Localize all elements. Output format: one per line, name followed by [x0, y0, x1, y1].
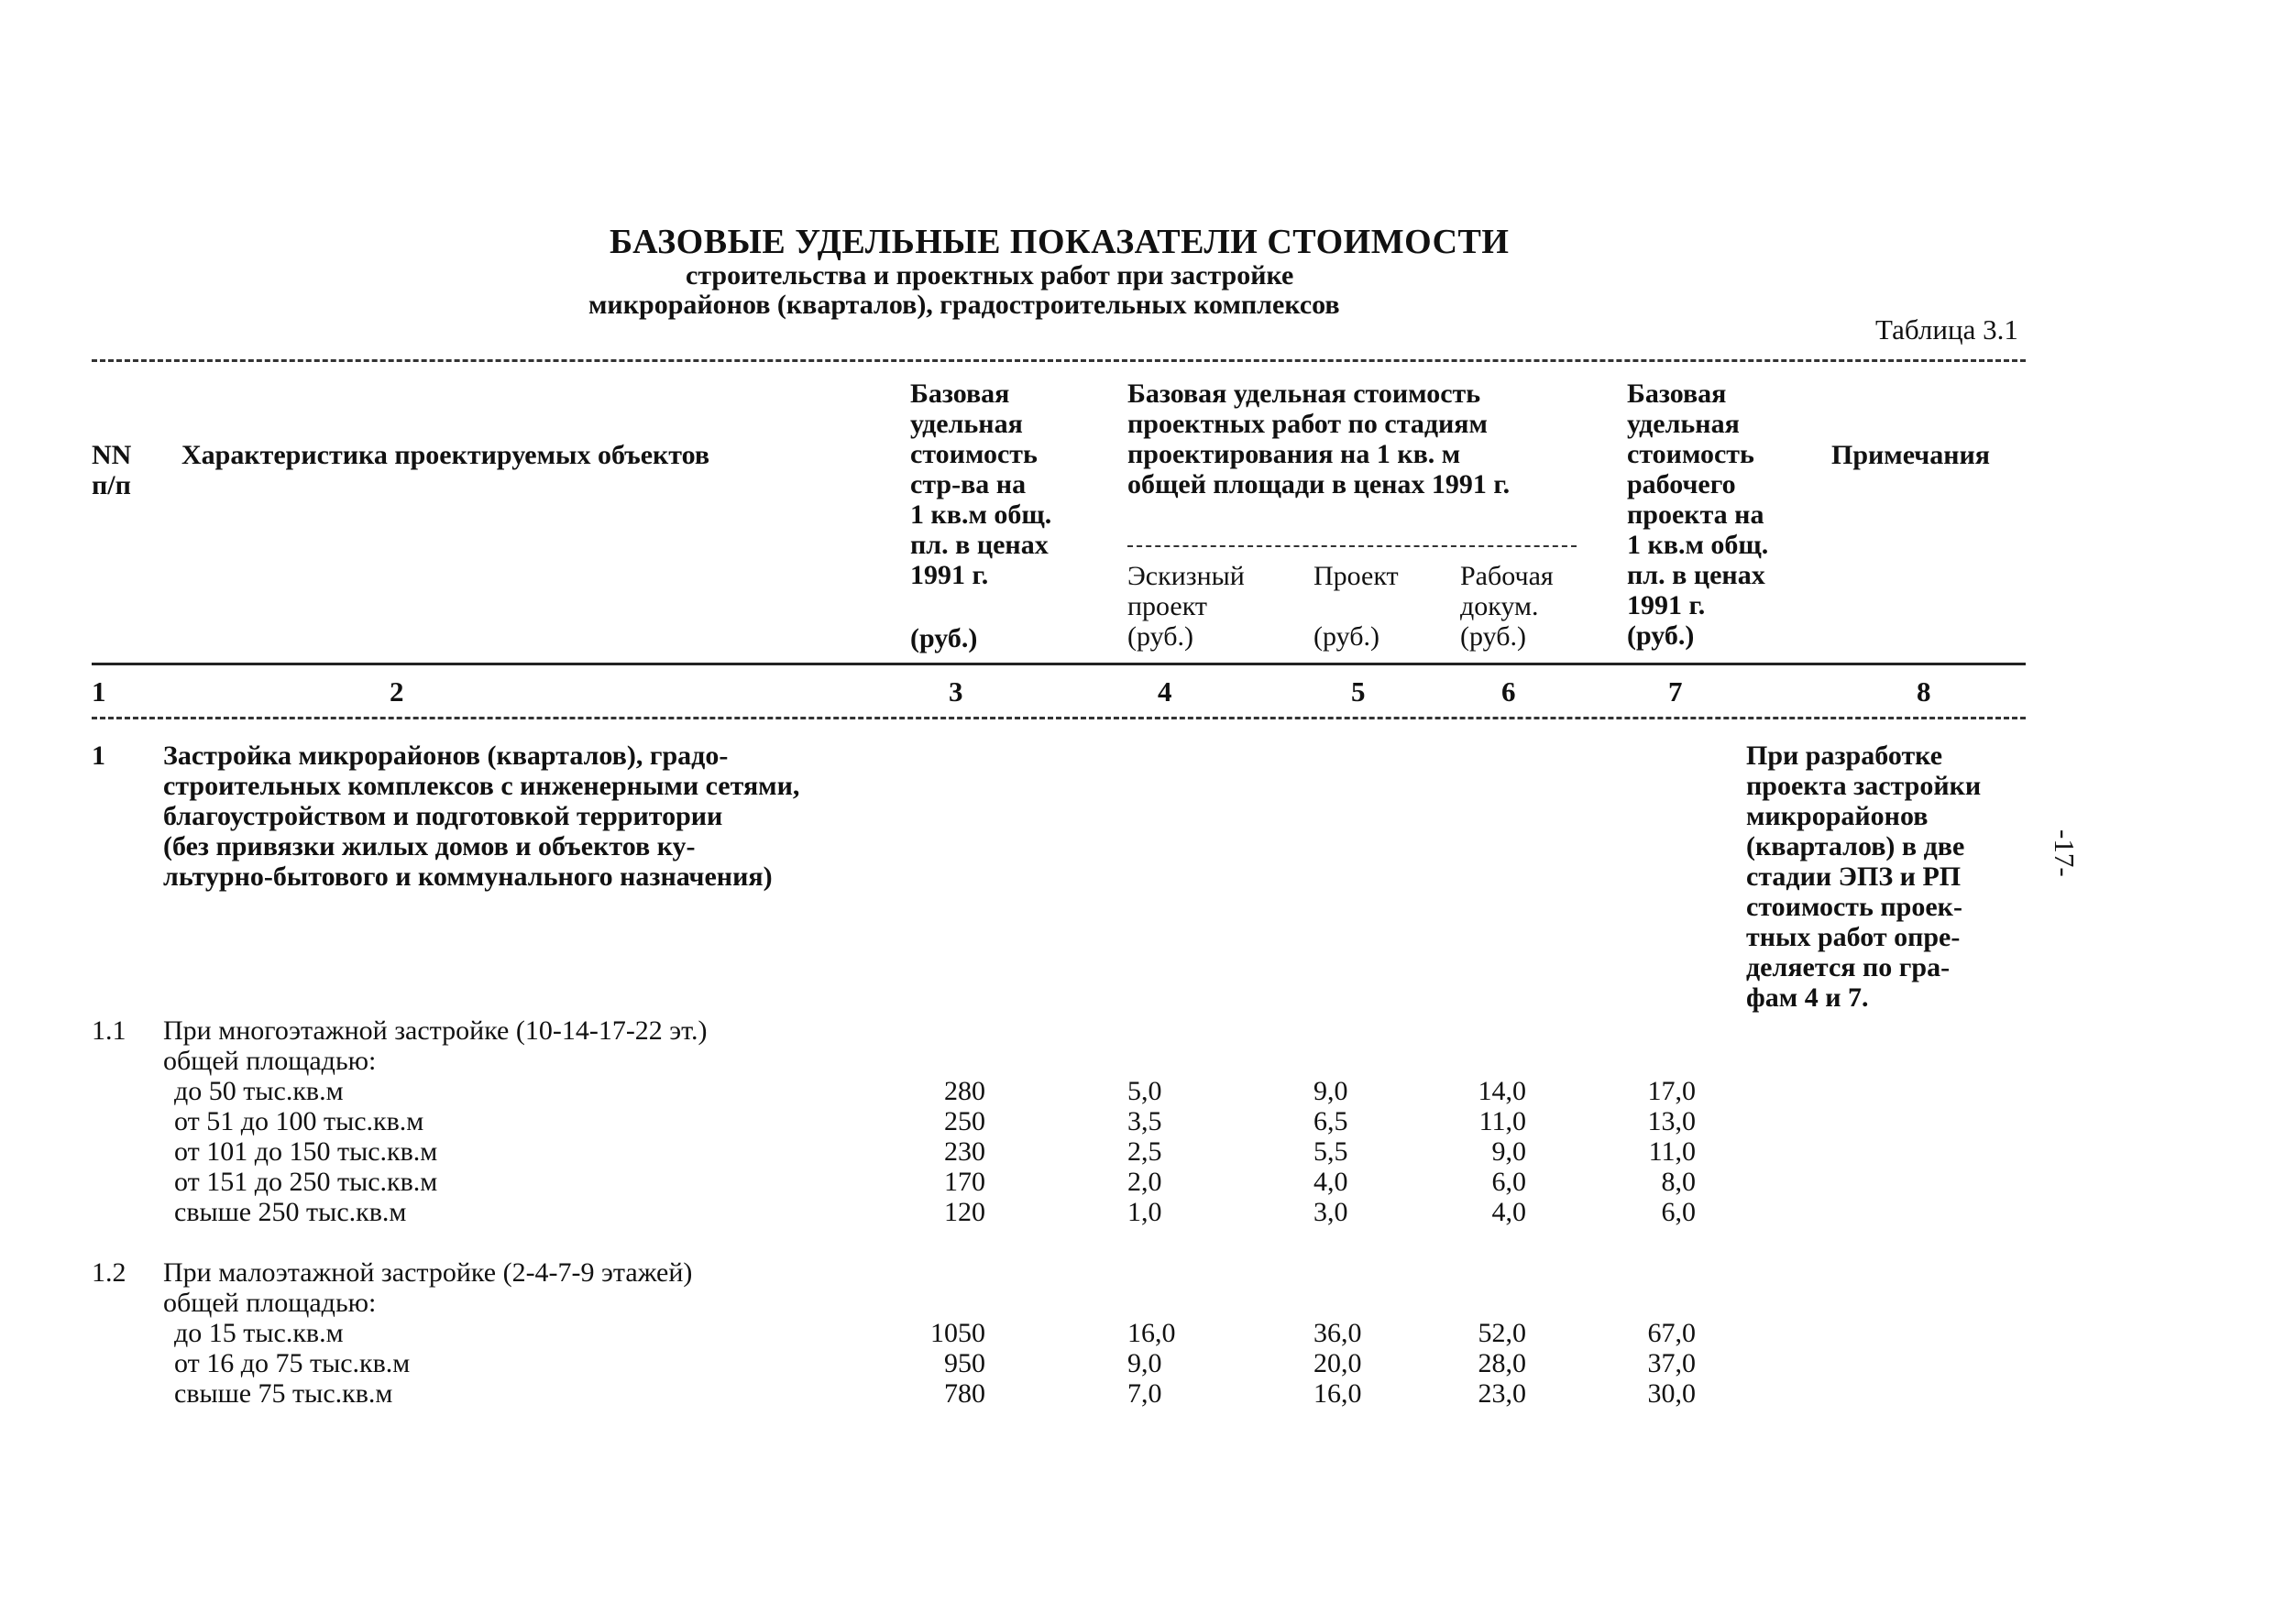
col-number-8: 8 — [1917, 675, 1931, 708]
row-value-c4: 16,0 — [1127, 1318, 1176, 1348]
row-value-c5: 3,0 — [1313, 1197, 1348, 1227]
row-label: от 51 до 100 тыс.кв.м — [174, 1106, 424, 1136]
row-value-c5: 4,0 — [1313, 1167, 1348, 1197]
col-number-6: 6 — [1501, 675, 1516, 708]
row-value-c7: 67,0 — [1647, 1318, 1696, 1348]
row-value-c7: 8,0 — [1661, 1167, 1696, 1197]
row-value-c5: 5,5 — [1313, 1136, 1348, 1167]
row-value-c4: 9,0 — [1127, 1348, 1162, 1378]
row-label: до 50 тыс.кв.м — [174, 1076, 344, 1106]
section-1-2-number: 1.2 — [92, 1257, 126, 1288]
row-value-c4: 7,0 — [1127, 1378, 1162, 1409]
row-value-c3: 170 — [944, 1167, 985, 1197]
page-number: -17- — [2049, 829, 2081, 877]
header-col-notes: Примечания — [1831, 440, 1991, 470]
row-label: от 151 до 250 тыс.кв.м — [174, 1167, 438, 1197]
row-value-c6: 4,0 — [1491, 1197, 1526, 1227]
col-number-3: 3 — [949, 675, 963, 708]
table-subtitle-line2: микрорайонов (кварталов), градостроительных комплексов — [588, 290, 1340, 320]
header-col-project-unit: (руб.) — [1313, 621, 1379, 652]
row-value-c7: 17,0 — [1647, 1076, 1696, 1106]
row-value-c3: 780 — [944, 1378, 985, 1409]
row-value-c3: 120 — [944, 1197, 985, 1227]
header-col-base-cost: Базовая удельная стоимость стр-ва на 1 кв.м общ. пл. в ценах 1991 г. — [910, 379, 1052, 590]
section-1-1-text: При многоэтажной застройке (10-14-17-22 эт.) общей площадью: — [163, 1015, 708, 1076]
row-label: от 101 до 150 тыс.кв.м — [174, 1136, 438, 1167]
row-label: свыше 250 тыс.кв.м — [174, 1197, 407, 1227]
row-value-c6: 11,0 — [1478, 1106, 1526, 1136]
row-value-c3: 950 — [944, 1348, 985, 1378]
row-value-c5: 16,0 — [1313, 1378, 1362, 1409]
row-value-c7: 37,0 — [1647, 1348, 1696, 1378]
row-value-c5: 20,0 — [1313, 1348, 1362, 1378]
header-col-characteristic: Характеристика проектируемых объектов — [181, 440, 710, 470]
section-1-1-number: 1.1 — [92, 1015, 126, 1046]
row-value-c5: 9,0 — [1313, 1076, 1348, 1106]
row-value-c6: 23,0 — [1478, 1378, 1526, 1409]
row-value-c7: 13,0 — [1647, 1106, 1696, 1136]
table-number-label: Таблица 3.1 — [1875, 313, 2018, 346]
col-number-1: 1 — [92, 675, 106, 708]
row-value-c7: 11,0 — [1648, 1136, 1696, 1167]
row-value-c6: 6,0 — [1491, 1167, 1526, 1197]
header-group-stage-costs: Базовая удельная стоимость проектных работ по стадиям проектирования на 1 кв. м общей площади в ценах 1991 г. — [1127, 379, 1511, 499]
row-value-c4: 1,0 — [1127, 1197, 1162, 1227]
row-value-c4: 5,0 — [1127, 1076, 1162, 1106]
row-label: до 15 тыс.кв.м — [174, 1318, 344, 1348]
header-col-working-project-cost: Базовая удельная стоимость рабочего проекта на 1 кв.м общ. пл. в ценах 1991 г. (руб.) — [1627, 379, 1769, 651]
section-1-text: Застройка микрорайонов (кварталов), градо- строительных комплексов с инженерными сетями, благоустройством и подготовкой территории (без привязки жилых домов и объектов ку- льтурно-бытового и коммунального назначения) — [163, 741, 800, 892]
row-value-c4: 3,5 — [1127, 1106, 1162, 1136]
row-value-c6: 9,0 — [1491, 1136, 1526, 1167]
header-col-number: NN п/п — [92, 440, 132, 500]
row-value-c3: 1050 — [930, 1318, 985, 1348]
header-col-working-docs: Рабочая докум. (руб.) — [1460, 561, 1554, 652]
table-title: БАЗОВЫЕ УДЕЛЬНЫЕ ПОКАЗАТЕЛИ СТОИМОСТИ — [610, 223, 1510, 261]
row-value-c4: 2,5 — [1127, 1136, 1162, 1167]
section-1-number: 1 — [92, 741, 105, 771]
row-value-c5: 36,0 — [1313, 1318, 1362, 1348]
row-value-c7: 30,0 — [1647, 1378, 1696, 1409]
col-number-2: 2 — [390, 675, 404, 708]
row-value-c3: 280 — [944, 1076, 985, 1106]
section-1-note: При разработке проекта застройки микрорайонов (кварталов) в две стадии ЭПЗ и РП стоимость проек- тных работ опре- деляется по гра- фам 4 и 7. — [1746, 741, 1982, 1013]
colnum-bottom-rule — [92, 717, 2026, 719]
row-value-c6: 52,0 — [1478, 1318, 1526, 1348]
col-number-5: 5 — [1351, 675, 1366, 708]
header-col-base-cost-unit: (руб.) — [910, 623, 978, 653]
row-value-c6: 14,0 — [1478, 1076, 1526, 1106]
top-rule — [92, 359, 2026, 362]
section-1-2-text: При малоэтажной застройке (2-4-7-9 этажей) общей площадью: — [163, 1257, 693, 1318]
col-number-7: 7 — [1668, 675, 1683, 708]
group-header-rule — [1127, 545, 1577, 547]
col-number-4: 4 — [1158, 675, 1172, 708]
row-value-c3: 230 — [944, 1136, 985, 1167]
table-subtitle-line1: строительства и проектных работ при застройке — [686, 260, 1294, 291]
header-col-sketch-project: Эскизный проект (руб.) — [1127, 561, 1245, 652]
row-value-c6: 28,0 — [1478, 1348, 1526, 1378]
row-value-c4: 2,0 — [1127, 1167, 1162, 1197]
row-value-c5: 6,5 — [1313, 1106, 1348, 1136]
header-bottom-rule — [92, 663, 2026, 665]
row-label: от 16 до 75 тыс.кв.м — [174, 1348, 411, 1378]
header-col-project: Проект — [1313, 561, 1399, 591]
row-label: свыше 75 тыс.кв.м — [174, 1378, 393, 1409]
row-value-c3: 250 — [944, 1106, 985, 1136]
row-value-c7: 6,0 — [1661, 1197, 1696, 1227]
